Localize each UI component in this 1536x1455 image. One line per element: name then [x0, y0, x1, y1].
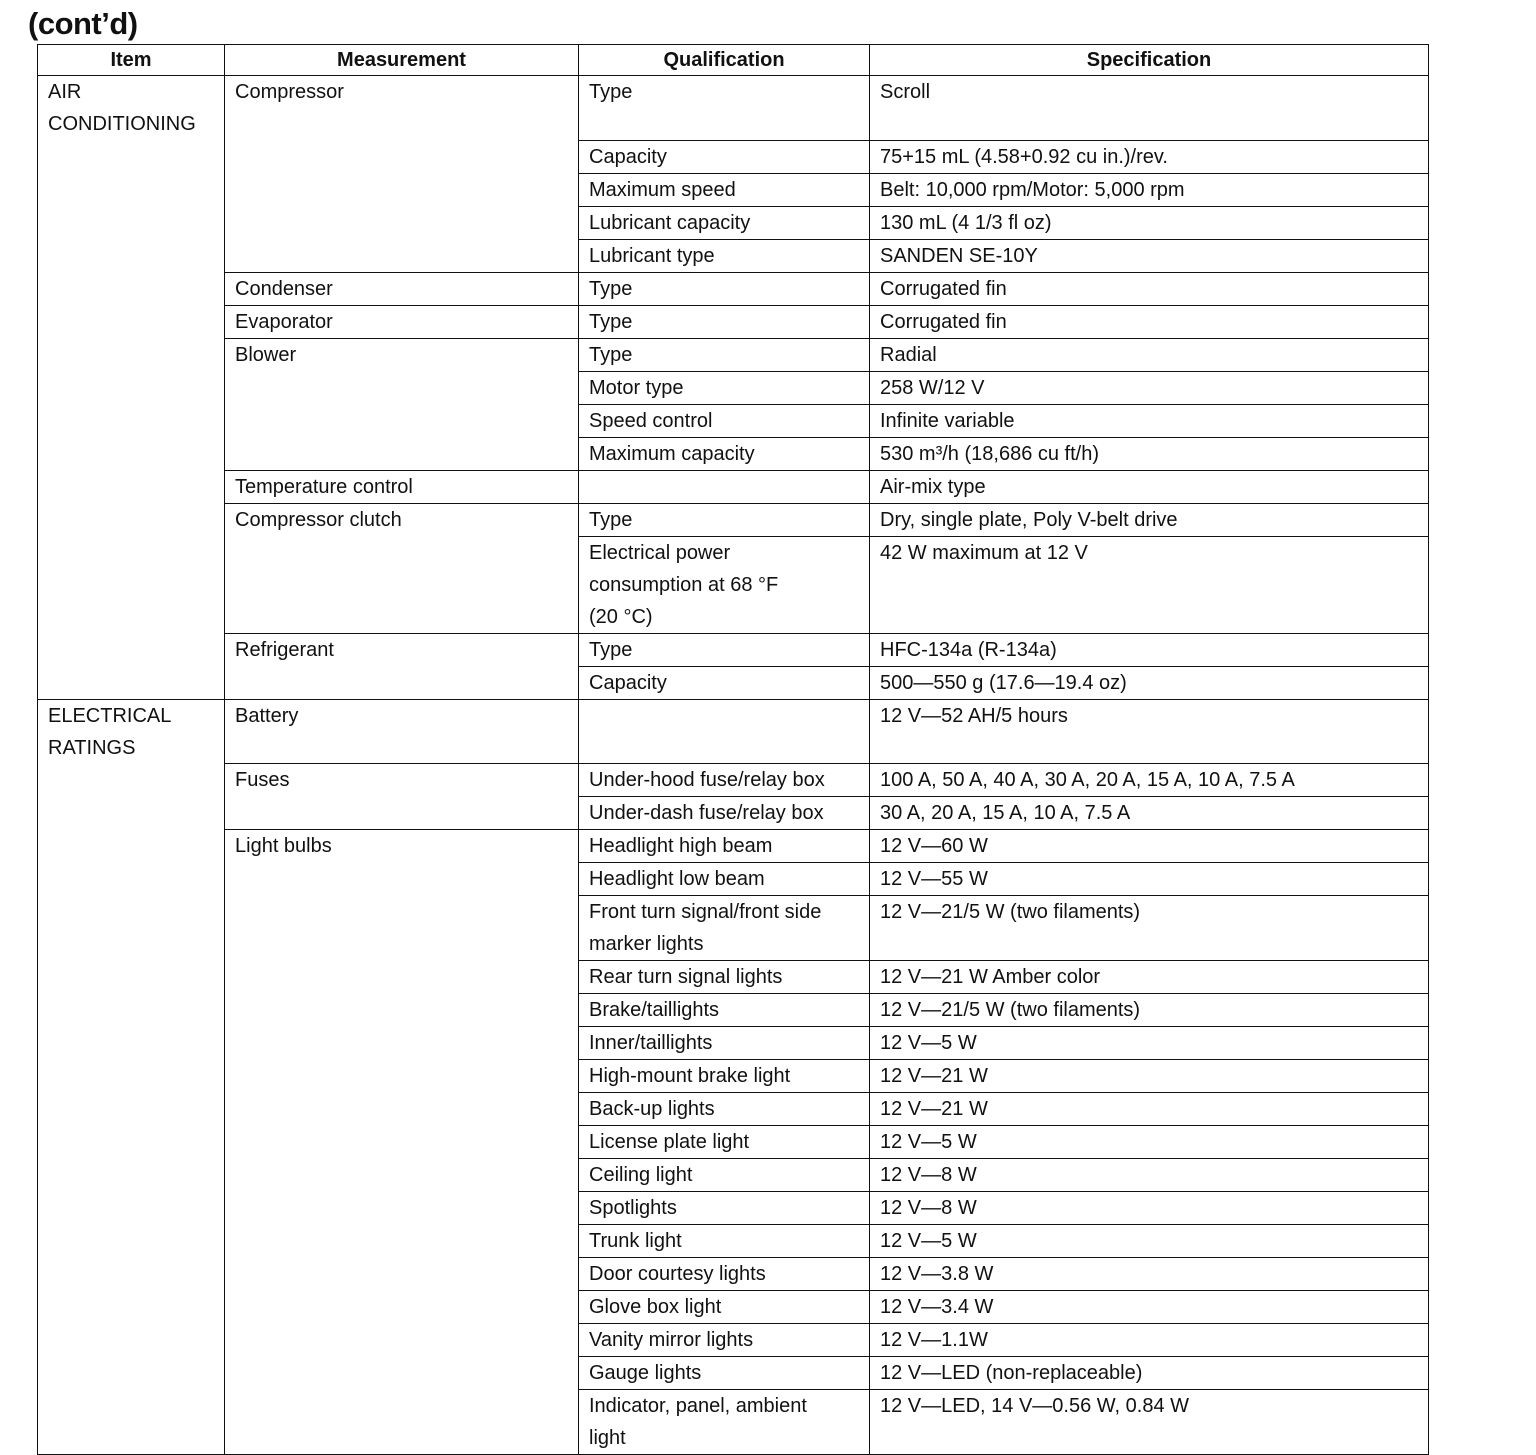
- qualification-cell: [579, 503, 870, 536]
- specification-cell: [870, 206, 1429, 239]
- table-row: [38, 338, 1429, 371]
- specification-cell: [870, 896, 1429, 961]
- table-row: [38, 1291, 1429, 1324]
- measurement-cell: [225, 961, 579, 994]
- qualification-cell: [579, 437, 870, 470]
- cell-text: 12 V—3.8 W: [880, 1263, 994, 1285]
- cell-text: 500—550 g (17.6—19.4 oz): [880, 671, 1127, 694]
- qualification-cell: [579, 764, 870, 797]
- table-row: [38, 896, 1429, 961]
- measurement-cell: [225, 1060, 579, 1093]
- qualification-cell: [579, 961, 870, 994]
- qualification-cell: [579, 1291, 870, 1324]
- cell-text: CONDITIONING: [48, 113, 196, 135]
- item-cell: [38, 404, 225, 437]
- measurement-cell: [225, 173, 579, 206]
- item-cell: [38, 503, 225, 536]
- cell-text: Gauge lights: [589, 1362, 702, 1384]
- cell-text: Front turn signal/front side: [589, 901, 822, 923]
- specification-cell: [870, 140, 1429, 173]
- table-row: [38, 1093, 1429, 1126]
- specification-cell: [870, 1027, 1429, 1060]
- cell-text: 130 mL (4 1/3 fl oz): [880, 211, 1052, 234]
- specification-cell: [870, 536, 1429, 633]
- cell-text: Refrigerant: [235, 638, 334, 661]
- cell-text: Lubricant type: [589, 244, 715, 267]
- measurement-cell: [225, 666, 579, 699]
- item-cell: [38, 1159, 225, 1192]
- item-cell: [38, 764, 225, 797]
- measurement-cell: [225, 830, 579, 863]
- table-row: [38, 797, 1429, 830]
- measurement-cell: [225, 206, 579, 239]
- specification-cell: [870, 1159, 1429, 1192]
- measurement-cell: [225, 437, 579, 470]
- item-cell: [38, 140, 225, 173]
- cell-text: 42 W maximum at 12 V: [880, 541, 1088, 564]
- measurement-cell: [225, 404, 579, 437]
- item-cell: [38, 173, 225, 206]
- qualification-cell: [579, 1357, 870, 1390]
- specification-cell: [870, 699, 1429, 764]
- table-row: [38, 1060, 1429, 1093]
- cell-text: Under-dash fuse/relay box: [589, 802, 824, 824]
- cell-text: marker lights: [589, 933, 704, 955]
- table-row: [38, 1390, 1429, 1455]
- qualification-cell: [579, 896, 870, 961]
- item-cell: [38, 305, 225, 338]
- measurement-cell: [225, 338, 579, 371]
- cell-text: Type: [589, 508, 633, 531]
- cell-text: Spotlights: [589, 1197, 677, 1219]
- qualification-cell: [579, 1192, 870, 1225]
- specification-cell: [870, 272, 1429, 305]
- cell-text: Back-up lights: [589, 1098, 715, 1120]
- cell-text: ELECTRICAL: [48, 704, 172, 727]
- cell-text: RATINGS: [48, 736, 136, 759]
- qualification-cell: [579, 699, 870, 764]
- qualification-cell: [579, 76, 870, 141]
- cell-text: 12 V—5 W: [880, 1032, 977, 1054]
- measurement-cell: [225, 470, 579, 503]
- cell-text: (20 °C): [589, 605, 653, 628]
- cell-text: Compressor: [235, 81, 344, 103]
- item-cell: [38, 536, 225, 633]
- item-cell: [38, 470, 225, 503]
- specification-cell: [870, 1324, 1429, 1357]
- table-row: [38, 140, 1429, 173]
- measurement-cell: [225, 76, 579, 141]
- measurement-cell: [225, 140, 579, 173]
- measurement-cell: [225, 1357, 579, 1390]
- specification-cell: [870, 1357, 1429, 1390]
- cell-text: Dry, single plate, Poly V-belt drive: [880, 508, 1178, 531]
- qualification-cell: [579, 797, 870, 830]
- table-row: [38, 404, 1429, 437]
- qualification-cell: [579, 1126, 870, 1159]
- qualification-cell: [579, 206, 870, 239]
- cell-text: Under-hood fuse/relay box: [589, 769, 825, 791]
- cell-text: 12 V—5 W: [880, 1230, 977, 1252]
- cell-text: 30 A, 20 A, 15 A, 10 A, 7.5 A: [880, 802, 1131, 824]
- table-row: [38, 1159, 1429, 1192]
- measurement-cell: [225, 1159, 579, 1192]
- qualification-cell: [579, 1093, 870, 1126]
- cell-text: Speed control: [589, 409, 713, 432]
- qualification-cell: [579, 1027, 870, 1060]
- cell-text: Door courtesy lights: [589, 1263, 766, 1285]
- cell-text: Maximum speed: [589, 178, 736, 201]
- cell-text: 12 V—60 W: [880, 835, 988, 857]
- cell-text: 12 V—52 AH/5 hours: [880, 704, 1068, 727]
- cell-text: Lubricant capacity: [589, 211, 751, 234]
- item-cell: [38, 76, 225, 141]
- cell-text: 12 V—21 W: [880, 1098, 988, 1120]
- measurement-cell: [225, 305, 579, 338]
- cell-text: Glove box light: [589, 1296, 722, 1318]
- qualification-cell: [579, 1390, 870, 1455]
- cell-text: Trunk light: [589, 1230, 682, 1252]
- cell-text: Scroll: [880, 81, 931, 103]
- specification-cell: [870, 173, 1429, 206]
- table-row: [38, 1258, 1429, 1291]
- measurement-cell: [225, 1225, 579, 1258]
- measurement-cell: [225, 764, 579, 797]
- cell-text: High-mount brake light: [589, 1065, 791, 1087]
- qualification-cell: [579, 1159, 870, 1192]
- measurement-cell: [225, 1027, 579, 1060]
- table-row: [38, 1192, 1429, 1225]
- cell-text: Indicator, panel, ambient: [589, 1395, 807, 1417]
- qualification-cell: [579, 863, 870, 896]
- cell-text: SANDEN SE-10Y: [880, 244, 1038, 267]
- specification-cell: [870, 404, 1429, 437]
- item-cell: [38, 699, 225, 764]
- item-cell: [38, 1093, 225, 1126]
- item-cell: [38, 896, 225, 961]
- qualification-cell: [579, 338, 870, 371]
- item-cell: [38, 633, 225, 666]
- item-cell: [38, 371, 225, 404]
- cell-text: Motor type: [589, 376, 684, 399]
- cell-text: Ceiling light: [589, 1164, 693, 1186]
- cell-text: Type: [589, 638, 633, 661]
- item-cell: [38, 239, 225, 272]
- table-row: [38, 173, 1429, 206]
- specification-cell: [870, 1126, 1429, 1159]
- measurement-cell: [225, 272, 579, 305]
- header-specification: Specification: [870, 45, 1429, 76]
- item-cell: [38, 994, 225, 1027]
- measurement-cell: [225, 994, 579, 1027]
- item-cell: [38, 272, 225, 305]
- cell-text: Fuses: [235, 769, 290, 791]
- cell-text: Radial: [880, 343, 937, 366]
- header-item: Item: [38, 45, 225, 76]
- item-cell: [38, 1291, 225, 1324]
- table-row: [38, 1357, 1429, 1390]
- qualification-cell: [579, 140, 870, 173]
- table-row: [38, 764, 1429, 797]
- item-cell: [38, 961, 225, 994]
- cell-text: Electrical power: [589, 541, 731, 564]
- qualification-cell: [579, 272, 870, 305]
- measurement-cell: [225, 1093, 579, 1126]
- specification-cell: [870, 239, 1429, 272]
- measurement-cell: [225, 863, 579, 896]
- cell-text: 12 V—1.1W: [880, 1329, 988, 1351]
- table-row: [38, 961, 1429, 994]
- table-row: [38, 1126, 1429, 1159]
- measurement-cell: [225, 699, 579, 764]
- qualification-cell: [579, 1258, 870, 1291]
- cell-text: Vanity mirror lights: [589, 1329, 754, 1351]
- item-cell: [38, 1192, 225, 1225]
- cell-text: Infinite variable: [880, 409, 1015, 432]
- qualification-cell: [579, 994, 870, 1027]
- table-row: [38, 76, 1429, 141]
- table-row: [38, 503, 1429, 536]
- cell-text: Headlight high beam: [589, 835, 773, 857]
- specification-cell: [870, 1291, 1429, 1324]
- specification-cell: [870, 1192, 1429, 1225]
- item-cell: [38, 863, 225, 896]
- cell-text: Rear turn signal lights: [589, 966, 783, 988]
- measurement-cell: [225, 1258, 579, 1291]
- qualification-cell: [579, 633, 870, 666]
- specification-cell: [870, 1225, 1429, 1258]
- specification-cell: [870, 503, 1429, 536]
- specification-cell: [870, 305, 1429, 338]
- table-row: [38, 1324, 1429, 1357]
- table-row: [38, 437, 1429, 470]
- qualification-cell: [579, 830, 870, 863]
- cell-text: 12 V—8 W: [880, 1197, 977, 1219]
- cell-text: consumption at 68 °F: [589, 573, 779, 596]
- table-row: [38, 863, 1429, 896]
- cell-text: 12 V—21/5 W (two filaments): [880, 999, 1141, 1021]
- specification-cell: [870, 666, 1429, 699]
- table-row: [38, 272, 1429, 305]
- qualification-cell: [579, 305, 870, 338]
- cell-text: Inner/taillights: [589, 1032, 713, 1054]
- table-row: [38, 1027, 1429, 1060]
- item-cell: [38, 797, 225, 830]
- item-cell: [38, 1126, 225, 1159]
- measurement-cell: [225, 1291, 579, 1324]
- item-cell: [38, 1390, 225, 1455]
- item-cell: [38, 1357, 225, 1390]
- cell-text: Battery: [235, 704, 299, 727]
- item-cell: [38, 206, 225, 239]
- cell-text: Maximum capacity: [589, 442, 755, 465]
- table-row: [38, 1225, 1429, 1258]
- cell-text: Belt: 10,000 rpm/Motor: 5,000 rpm: [880, 178, 1185, 201]
- cell-text: Corrugated fin: [880, 310, 1007, 333]
- cell-text: light: [589, 1427, 626, 1449]
- cell-text: Evaporator: [235, 310, 333, 333]
- measurement-cell: [225, 536, 579, 633]
- specification-cell: [870, 1258, 1429, 1291]
- measurement-cell: [225, 371, 579, 404]
- cell-text: HFC-134a (R-134a): [880, 638, 1057, 661]
- cell-text: Capacity: [589, 145, 667, 168]
- cell-text: 12 V—55 W: [880, 868, 988, 890]
- specification-cell: [870, 994, 1429, 1027]
- item-cell: [38, 1258, 225, 1291]
- specification-cell: [870, 863, 1429, 896]
- qualification-cell: [579, 1060, 870, 1093]
- cell-text: 100 A, 50 A, 40 A, 30 A, 20 A, 15 A, 10 A, 7.5 A: [880, 769, 1295, 791]
- table-row: [38, 470, 1429, 503]
- measurement-cell: [225, 1126, 579, 1159]
- cell-text: Compressor clutch: [235, 508, 402, 531]
- item-cell: [38, 1060, 225, 1093]
- table-header-row: [38, 45, 1429, 76]
- cell-text: 75+15 mL (4.58+0.92 cu in.)/rev.: [880, 145, 1168, 168]
- header-measurement: Measurement: [225, 45, 579, 76]
- table-row: [38, 206, 1429, 239]
- table-row: [38, 305, 1429, 338]
- cell-text: Blower: [235, 343, 297, 366]
- measurement-cell: [225, 633, 579, 666]
- measurement-cell: [225, 797, 579, 830]
- cell-text: Brake/taillights: [589, 999, 720, 1021]
- specification-cell: [870, 633, 1429, 666]
- cell-text: Type: [589, 277, 633, 300]
- qualification-cell: [579, 470, 870, 503]
- qualification-cell: [579, 239, 870, 272]
- item-cell: [38, 830, 225, 863]
- item-cell: [38, 1324, 225, 1357]
- cell-text: Light bulbs: [235, 835, 332, 857]
- header-qualification: Qualification: [579, 45, 870, 76]
- measurement-cell: [225, 503, 579, 536]
- cell-text: Type: [589, 310, 633, 333]
- qualification-cell: [579, 404, 870, 437]
- cell-text: 12 V—8 W: [880, 1164, 977, 1186]
- cell-text: 12 V—21 W: [880, 1065, 988, 1087]
- qualification-cell: [579, 666, 870, 699]
- specification-cell: [870, 764, 1429, 797]
- cell-text: Type: [589, 81, 633, 103]
- qualification-cell: [579, 1324, 870, 1357]
- item-cell: [38, 1027, 225, 1060]
- qualification-cell: [579, 173, 870, 206]
- cell-text: AIR: [48, 81, 82, 103]
- cell-text: 258 W/12 V: [880, 376, 985, 399]
- cell-text: Corrugated fin: [880, 277, 1007, 300]
- specification-cell: [870, 371, 1429, 404]
- specifications-table: [37, 44, 1429, 1455]
- table-row: [38, 633, 1429, 666]
- cell-text: Capacity: [589, 671, 667, 694]
- table-row: [38, 536, 1429, 633]
- measurement-cell: [225, 1324, 579, 1357]
- table-row: [38, 239, 1429, 272]
- cell-text: Type: [589, 343, 633, 366]
- page-heading: (cont’d): [28, 6, 138, 41]
- specification-cell: [870, 797, 1429, 830]
- specification-cell: [870, 1060, 1429, 1093]
- measurement-cell: [225, 1390, 579, 1455]
- cell-text: Condenser: [235, 277, 333, 300]
- cell-text: 12 V—21 W Amber color: [880, 966, 1101, 988]
- specification-cell: [870, 961, 1429, 994]
- specification-cell: [870, 470, 1429, 503]
- cell-text: Headlight low beam: [589, 868, 765, 890]
- cell-text: 12 V—3.4 W: [880, 1296, 994, 1318]
- cell-text: License plate light: [589, 1131, 750, 1153]
- cell-text: 12 V—21/5 W (two filaments): [880, 901, 1141, 923]
- cell-text: 530 m³/h (18,686 cu ft/h): [880, 442, 1100, 465]
- cell-text: Temperature control: [235, 475, 413, 498]
- specification-cell: [870, 1093, 1429, 1126]
- qualification-cell: [579, 371, 870, 404]
- item-cell: [38, 666, 225, 699]
- cell-text: 12 V—LED (non-replaceable): [880, 1362, 1143, 1384]
- specification-cell: [870, 76, 1429, 141]
- table-row: [38, 994, 1429, 1027]
- qualification-cell: [579, 1225, 870, 1258]
- measurement-cell: [225, 896, 579, 961]
- table-row: [38, 699, 1429, 764]
- table-row: [38, 371, 1429, 404]
- specification-cell: [870, 1390, 1429, 1455]
- cell-text: 12 V—5 W: [880, 1131, 977, 1153]
- item-cell: [38, 1225, 225, 1258]
- specification-cell: [870, 437, 1429, 470]
- specification-cell: [870, 830, 1429, 863]
- table-body: [38, 76, 1429, 1455]
- table-row: [38, 830, 1429, 863]
- item-cell: [38, 437, 225, 470]
- measurement-cell: [225, 239, 579, 272]
- measurement-cell: [225, 1192, 579, 1225]
- cell-text: Air-mix type: [880, 475, 986, 498]
- cell-text: 12 V—LED, 14 V—0.56 W, 0.84 W: [880, 1395, 1190, 1417]
- qualification-cell: [579, 536, 870, 633]
- table-row: [38, 666, 1429, 699]
- item-cell: [38, 338, 225, 371]
- specification-cell: [870, 338, 1429, 371]
